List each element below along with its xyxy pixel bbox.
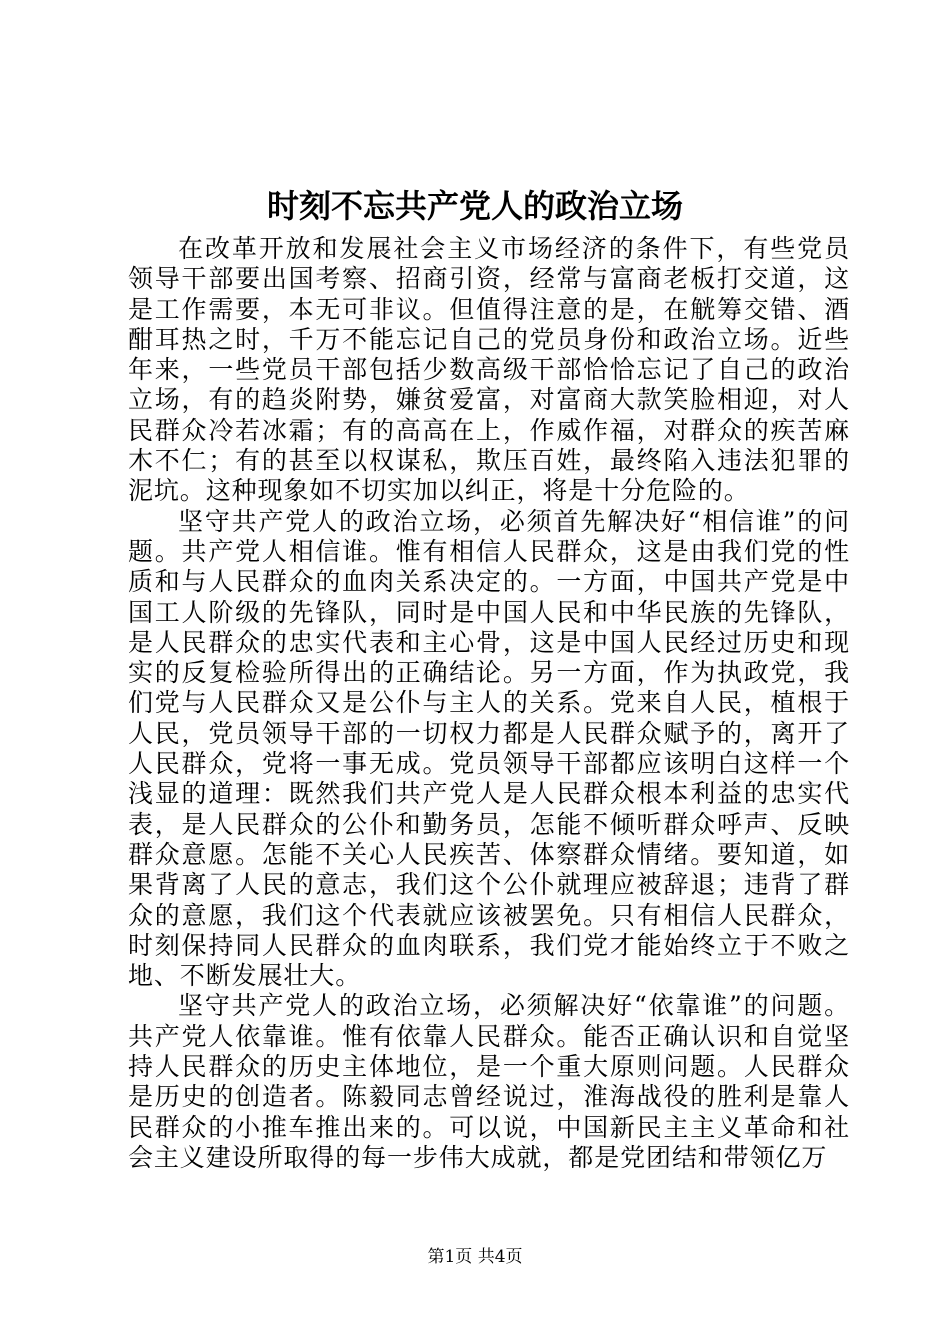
document-body [128, 234, 850, 1173]
document-title: 时刻不忘共产党人的政治立场 [266, 187, 683, 225]
page-footer: 第1页 共4页 [427, 1247, 523, 1267]
paragraph-1: 在改革开放和发展社会主义市场经济的条件下，有些党员领导干部要出国考察、招商引资，经常与富商老板打交道，这是工作需要，本无可非议。但值得注意的是，在觥筹交错、酒酣耳热之时，千万不能忘记自己的党员身份和政治立场。近些年来，一些党员干部包括少数高级干部恰恰忘记了自己的政治立场，有的趋炎附势，嫌贫爱富，对富商大款笑脸相迎，对人民群众冷若冰霜；有的高高在上，作威作福，对群众的疾苦麻木不仁；有的甚至以权谋私，欺压百姓，最终陷入违法犯罪的泥坑。这种现象如不切实加以纠正，将是十分危险的。 [128, 234, 850, 506]
paragraph-2: 坚守共产党人的政治立场，必须首先解决好“相信谁”的问题。共产党人相信谁。惟有相信人民群众，这是由我们党的性质和与人民群众的血肉关系决定的。一方面，中国共产党是中国工人阶级的先锋队，同时是中国人民和中华民族的先锋队，是人民群众的忠实代表和主心骨，这是中国人民经过历史和现实的反复检验所得出的正确结论。另一方面，作为执政党，我们党与人民群众又是公仆与主人的关系。党来自人民，植根于人民，党员领导干部的一切权力都是人民群众赋予的，离开了人民群众，党将一事无成。党员领导干部都应该明白这样一个浅显的道理：既然我们共产党人是人民群众根本利益的忠实代表，是人民群众的公仆和勤务员，怎能不倾听群众呼声、反映群众意愿。怎能不关心人民疾苦、体察群众情绪。要知道，如果背离了人民的意志，我们这个公仆就理应被辞退；违背了群众的意愿，我们这个代表就应该被罢免。只有相信人民群众，时刻保持同人民群众的血肉联系，我们党才能始终立于不败之地、不断发展壮大。 [128, 506, 850, 991]
paragraph-3: 坚守共产党人的政治立场，必须解决好“依靠谁”的问题。共产党人依靠谁。惟有依靠人民群众。能否正确认识和自觉坚持人民群众的历史主体地位，是一个重大原则问题。人民群众是历史的创造者。陈毅同志曾经说过，淮海战役的胜利是靠人民群众的小推车推出来的。可以说，中国新民主主义革命和社会主义建设所取得的每一步伟大成就，都是党团结和带领亿万 [128, 991, 850, 1172]
